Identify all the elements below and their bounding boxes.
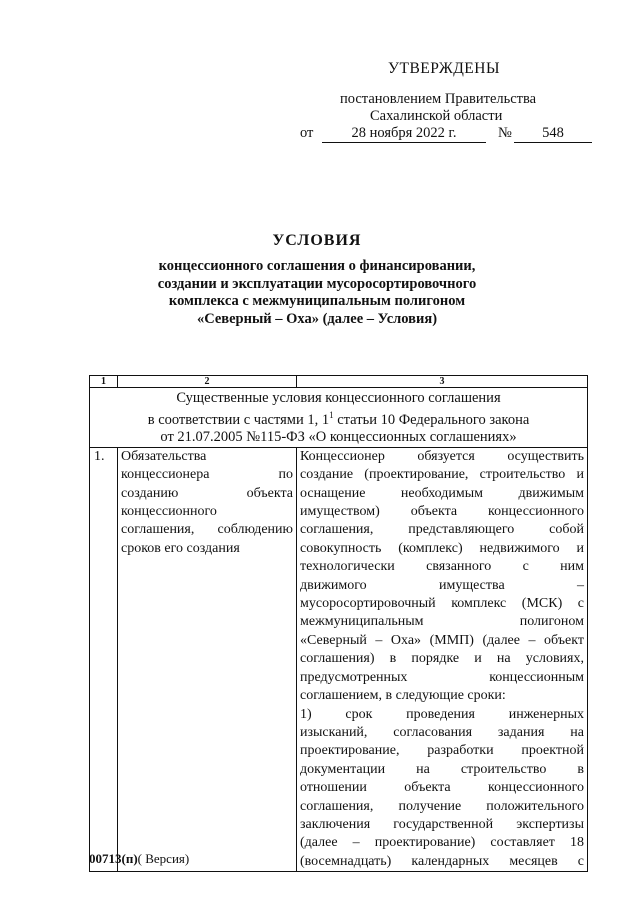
cell-line: «Северный – Оха» (ММП) (далее – объект bbox=[300, 632, 584, 648]
cell-line: соглашением, в следующие сроки: bbox=[300, 688, 506, 704]
approval-region: Сахалинской области bbox=[370, 108, 503, 124]
cell-line: соглашения) в порядке и на условиях, bbox=[300, 651, 584, 667]
cell-line: изысканий, согласования задания на bbox=[300, 724, 584, 740]
condition-name-cell bbox=[118, 447, 297, 871]
subtitle-line: комплекса с межмуниципальным полигоном bbox=[168, 293, 466, 309]
cell-line: сроков его создания bbox=[121, 540, 240, 556]
cell-line: Обязательства bbox=[121, 448, 207, 464]
cell-line: отношении объекта концессионного bbox=[300, 780, 584, 796]
column-number-row bbox=[90, 376, 588, 388]
cell-line: концессионера по bbox=[121, 467, 293, 483]
cell-line: проектирование, разработки проектной bbox=[300, 743, 584, 759]
row-number: 1. bbox=[90, 447, 118, 871]
cell-line: мусоросортировочный комплекс (МСК) с bbox=[300, 596, 584, 612]
cell-line: документации на строительство в bbox=[300, 761, 584, 777]
column-number: 3 bbox=[297, 376, 588, 388]
document-subtitle bbox=[0, 258, 634, 328]
cell-line: 1) срок проведения инженерных bbox=[300, 706, 584, 722]
approval-number: 548 bbox=[514, 124, 592, 143]
cell-line: концессионного bbox=[121, 504, 217, 520]
cell-line: заключения государственной экспертизы bbox=[300, 816, 584, 832]
cell-line: технологически связанного с ним bbox=[300, 559, 584, 575]
subtitle-line: концессионного соглашения о финансировании, bbox=[158, 258, 476, 274]
footer bbox=[89, 851, 189, 867]
cell-line: соглашения, представляющего собой bbox=[300, 522, 584, 538]
from-label: от bbox=[300, 125, 314, 141]
subtitle-line: «Северный – Оха» (далее – Условия) bbox=[196, 310, 438, 327]
section-header-text: в соответствии с частями 1, 1 bbox=[147, 411, 330, 428]
conditions-table bbox=[89, 375, 588, 872]
cell-line: Концессионер обязуется осуществить bbox=[300, 448, 584, 464]
condition-content-cell bbox=[297, 447, 588, 871]
cell-line: совокупность (комплекс) недвижимого и bbox=[300, 540, 584, 556]
section-header bbox=[90, 388, 588, 448]
section-header-row bbox=[90, 388, 588, 448]
cell-line: (далее – проектирование) составляет 18 bbox=[300, 835, 584, 851]
section-header-superscript: 1 bbox=[329, 410, 334, 420]
table-row bbox=[90, 447, 588, 871]
cell-line: (восемнадцать) календарных месяцев с bbox=[300, 853, 584, 869]
approval-decree: постановлением Правительства bbox=[340, 91, 537, 107]
cell-line: предусмотренных концессионным bbox=[300, 669, 584, 685]
document-code: 00713(п) bbox=[89, 851, 138, 866]
section-header-line: от 21.07.2005 №115-ФЗ «О концессионных соглашениях» bbox=[160, 428, 517, 445]
section-header-text: статьи 10 Федерального закона bbox=[333, 411, 530, 428]
cell-line: имуществом) объекта концессионного bbox=[300, 504, 584, 520]
cell-line: оснащение необходимым движимым bbox=[300, 485, 584, 501]
subtitle-line: создании и эксплуатации мусоросортировочного bbox=[157, 275, 477, 292]
number-label: № bbox=[498, 125, 512, 141]
section-header-line bbox=[90, 407, 587, 429]
document-version: ( Версия) bbox=[137, 851, 190, 866]
column-number: 1 bbox=[90, 376, 118, 388]
cell-line: межмуниципальным полигоном bbox=[300, 614, 584, 630]
approval-title: УТВЕРЖДЕНЫ bbox=[388, 60, 500, 77]
section-header-line: Существенные условия концессионного соглашения bbox=[176, 390, 501, 406]
cell-line: движимого имущества – bbox=[300, 577, 584, 593]
approval-date: 28 ноября 2022 г. bbox=[322, 124, 486, 143]
document-title: УСЛОВИЯ bbox=[272, 232, 362, 249]
cell-line: созданию объекта bbox=[121, 485, 293, 501]
cell-line: соглашения, получение положительного bbox=[300, 798, 584, 814]
column-number: 2 bbox=[118, 376, 297, 388]
cell-line: создание (проектирование, строительство и bbox=[300, 467, 584, 483]
cell-line: соглашения, соблюдению bbox=[121, 522, 293, 538]
